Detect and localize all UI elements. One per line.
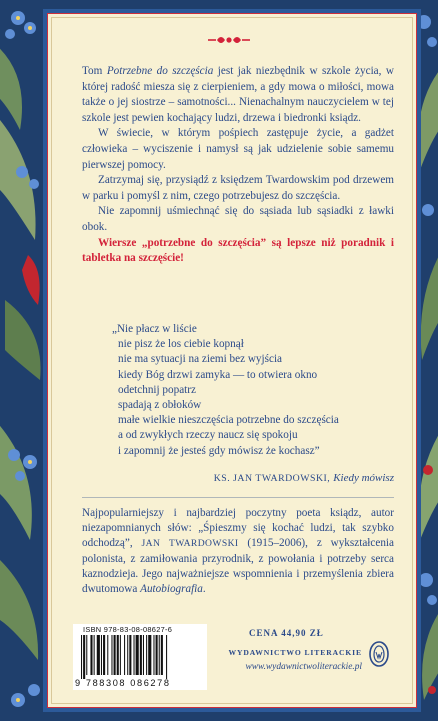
poem-line: a od zwykłych rzeczy naucz się spokoju [118, 429, 298, 442]
barcode-icon [79, 635, 203, 679]
barcode-digits: 9 788308 086278 [75, 678, 171, 688]
intro-paragraph-4: Nie zapomnij uśmiechnąć się do sąsiada lub sąsiadki z ławki obok. [82, 205, 394, 233]
poem-excerpt [112, 322, 402, 459]
poem-line: „Nie płacz w liście [112, 323, 197, 335]
poem-source-book: Kiedy mówisz [333, 472, 394, 484]
intro-paragraph-2: W świecie, w którym pośpiech zastępuje życie, a gadżet człowieka – wyciszenie i namysł są jak udzielenie sobie samemu pierwszej pomocy. [82, 127, 394, 171]
autobiography-title: Autobiografia [140, 583, 203, 596]
poem-line: odetchnij popatrz [118, 383, 196, 396]
isbn-text: ISBN 978-83-08-08627-6 [83, 625, 173, 634]
publisher-logo-icon [369, 641, 389, 667]
intro-highlight: Wiersze „potrzebne do szczęścia” są lepsze niż poradnik i tabletka na szczęście! [82, 236, 394, 265]
poem-line: małe wielkie nieszczęścia potrzebne do szczęścia [118, 414, 339, 427]
poem-line: nie pisz że los ciebie kopnął [118, 338, 244, 351]
poem-line: kiedy Bóg drzwi zamyka — to otwiera okno [118, 368, 318, 381]
barcode-box [73, 624, 207, 690]
publisher-website: www.wydawnictwoliterackie.pl [245, 662, 362, 672]
intro-text [82, 64, 394, 267]
author-name: JAN TWARDOWSKI [141, 538, 239, 550]
price-label: CENA 44,90 ZŁ [249, 628, 324, 638]
publisher-name: WYDAWNICTWO LITERACKIE [228, 648, 362, 657]
poem-line: spadają z obłoków [118, 399, 202, 412]
author-bio: Najpopularniejszy i najbardziej poczytny poeta ksiądz, autor niezapomnianych słów: „Śpieszmy się kochać ludzi, tak szybko odchodzą”, JAN TWARDOWSKI (1915–2006), z wykształcenia polonista, z zamiłowania przyrodnik, z powołania i potrzeby serca kaznodzieja. Jego najważniejsze wspomnienia i przemyślenia zbiera dwutomowa Autobiografia. [82, 507, 395, 596]
poem-author: KS. JAN TWARDOWSKI, [213, 473, 331, 484]
intro-paragraph-1: Tom Potrzebne do szczęścia jest jak niezbędnik w szkole życia, w której radość miesza się z cierpieniem, a gdy mowa o miłości, mowa także o jej siostrze – samotności... Nienachalnym nauczycielem w tej szkole jest pewien kochający ludzi, drzewa i biedronki ksiądz. [82, 65, 394, 124]
poem-attribution [82, 472, 394, 484]
poem-line: nie ma sytuacji na ziemi bez wyjścia [118, 353, 283, 366]
poem-line: i zapomnij że jesteś gdy mówisz że kochasz” [118, 444, 320, 457]
book-title: Potrzebne do szczęścia [106, 65, 214, 77]
intro-paragraph-3: Zatrzymaj się, przysiądź z księdzem Twardowskim pod drzewem w parku i pomyśl z nim, czego potrzebujesz do szczęścia. [82, 174, 394, 202]
section-divider [82, 497, 394, 498]
decorative-ornament-icon [206, 33, 252, 47]
